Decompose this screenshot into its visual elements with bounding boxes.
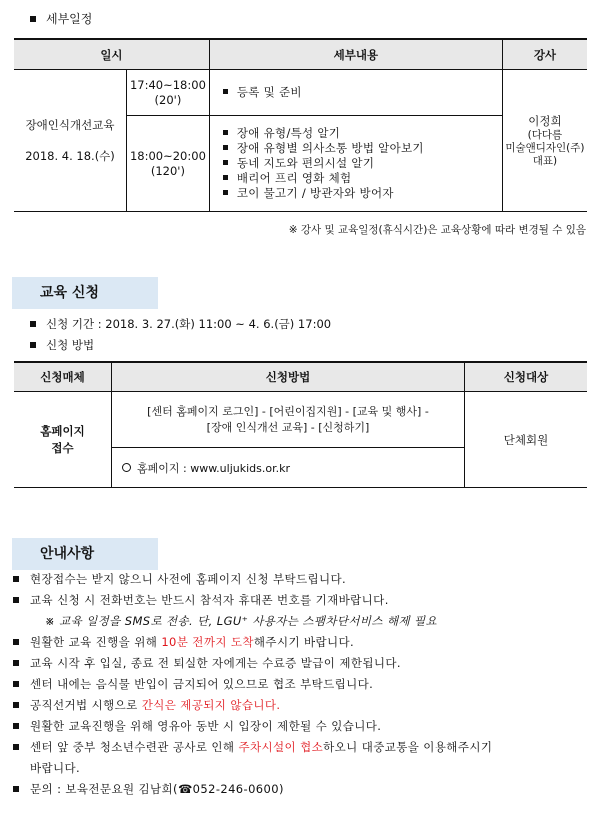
- slot2-content-cell: [209, 116, 502, 212]
- guide-item-note: ※ 교육 일정을 SMS로 전송. 단, LGU⁺ 사용자는 스팸차단서비스 해제 필요: [45, 614, 438, 628]
- schedule-table: [14, 38, 587, 212]
- event-cell: [14, 70, 127, 212]
- apply-header-row: [14, 362, 587, 392]
- schedule-heading-text: 세부일정: [46, 12, 93, 26]
- header-method: 신청방법: [112, 362, 465, 392]
- instructor-org: 미술앤디자인(주): [505, 141, 585, 154]
- apply-method: [30, 337, 94, 353]
- guide-item: 공직선거법 시행으로 간식은 제공되지 않습니다.: [30, 695, 280, 716]
- phone-icon: ☎: [177, 782, 193, 796]
- header-target: 신청대상: [465, 362, 588, 392]
- bullet-icon: [13, 681, 19, 687]
- slot2-items: [211, 126, 501, 201]
- method-steps-cell: [112, 392, 465, 448]
- bullet-icon: [13, 702, 19, 708]
- slot1-items: [211, 85, 501, 100]
- schedule-row-1: [14, 70, 587, 116]
- bullet-icon: [13, 786, 19, 792]
- header-content: 세부내용: [209, 39, 502, 70]
- header-instructor: 강사: [502, 39, 587, 70]
- guide-section-title: 안내사항: [12, 538, 158, 570]
- bullet-icon: [30, 342, 36, 348]
- header-medium: 신청매체: [14, 362, 112, 392]
- list-item: 동네 지도와 편의시설 알기: [223, 156, 501, 171]
- list-item: 배리어 프리 영화 체험: [223, 171, 501, 186]
- slot1-time-cell: [127, 70, 210, 116]
- apply-section-title: 교육 신청: [12, 277, 158, 309]
- method-steps: [센터 홈페이지 로그인] - [어린이집지원] - [교육 및 행사] -: [147, 404, 429, 418]
- event-date: 2018. 4. 18.(수): [25, 148, 115, 163]
- guide-item: 원활한 교육 진행을 위해 10분 전까지 도착해주시기 바랍니다.: [30, 632, 354, 653]
- bullet-icon: [13, 660, 19, 666]
- bullet-icon: [13, 744, 19, 750]
- target-cell: 단체회원: [465, 392, 588, 488]
- bullet-icon: [13, 723, 19, 729]
- guide-item: 교육 시작 후 입실, 종료 전 퇴실한 자에게는 수료증 발급이 제한됩니다.: [30, 653, 401, 674]
- bullet-icon: [30, 16, 36, 22]
- bullet-icon: [13, 597, 19, 603]
- medium-line: 접수: [51, 440, 74, 455]
- circle-icon: [122, 463, 131, 472]
- guide-item: 센터 내에는 음식물 반입이 금지되어 있으므로 협조 부탁드립니다.: [30, 674, 373, 695]
- list-item: 장애 유형/특성 알기: [223, 126, 501, 141]
- guide-item: 센터 앞 중부 청소년수련관 공사로 인해 주차시설이 협소하오니 대중교통을 이용해주시기: [30, 737, 492, 758]
- schedule-heading: [30, 10, 92, 27]
- apply-period-text: 신청 기간 : 2018. 3. 27.(화) 11:00 ~ 4. 6.(금) 17:00: [46, 317, 332, 331]
- apply-table: [14, 361, 587, 488]
- guide-item: 교육 신청 시 전화번호는 반드시 참석자 휴대폰 번호를 기재바랍니다.: [30, 590, 389, 611]
- instructor-cell: [502, 70, 587, 212]
- list-item: 장애 유형별 의사소통 방법 알아보기: [223, 141, 501, 156]
- apply-row: [14, 392, 587, 448]
- bullet-icon: [13, 576, 19, 582]
- slot2-duration: (120'): [150, 163, 185, 178]
- slot1-time: 17:40~18:00: [129, 77, 206, 92]
- bullet-icon: [30, 321, 36, 327]
- schedule-header-row: [14, 39, 587, 70]
- list-item: 등록 및 준비: [223, 85, 501, 100]
- homepage-cell: [112, 448, 465, 488]
- instructor-org: (다다름: [527, 128, 563, 141]
- header-datetime: 일시: [14, 39, 209, 70]
- homepage-link[interactable]: 홈페이지 : www.uljukids.or.kr: [137, 461, 291, 475]
- method-steps: [장애 인식개선 교육] - [신청하기]: [206, 420, 370, 434]
- slot2-time: 18:00~20:00: [129, 148, 206, 163]
- slot1-content-cell: [209, 70, 502, 116]
- guide-item-continued: 바랍니다.: [30, 761, 81, 775]
- medium-cell: [14, 392, 112, 488]
- guide-item: 현장접수는 받지 않으니 사전에 홈페이지 신청 부탁드립니다.: [30, 569, 346, 590]
- instructor-name: 이정희: [528, 113, 562, 128]
- medium-line: 홈페이지: [40, 423, 85, 438]
- bullet-icon: [13, 639, 19, 645]
- slot1-duration: (20'): [154, 92, 182, 107]
- schedule-note: ※ 강사 및 교육일정(휴식시간)은 교육상황에 따라 변경될 수 있음: [288, 224, 586, 236]
- instructor-org: 대표): [532, 154, 558, 167]
- guide-item: 원활한 교육진행을 위해 영유아 동반 시 입장이 제한될 수 있습니다.: [30, 716, 381, 737]
- apply-method-text: 신청 방법: [46, 338, 95, 352]
- event-name: 장애인식개선교육: [25, 117, 115, 132]
- apply-period: [30, 316, 331, 332]
- slot2-time-cell: [127, 116, 210, 212]
- guide-item: 문의 : 보육전문요원 김남희(☎052-246-0600): [30, 779, 284, 800]
- list-item: 코이 물고기 / 방관자와 방어자: [223, 186, 501, 201]
